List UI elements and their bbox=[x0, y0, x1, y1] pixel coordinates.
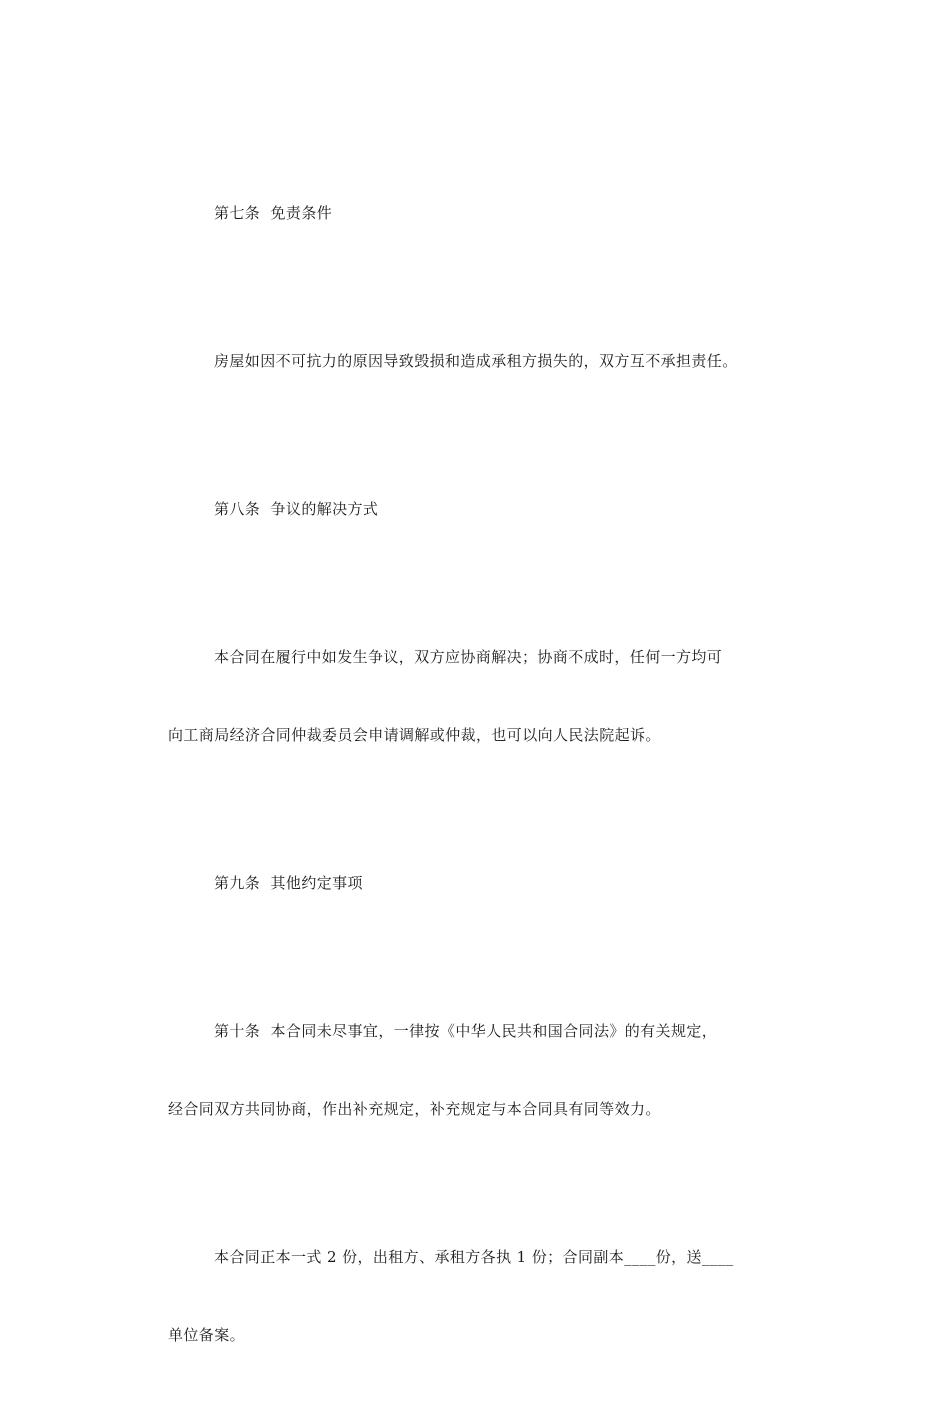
article-10-line-1: 第十条 本合同未尽事宜，一律按《中华人民共和国合同法》的有关规定， bbox=[214, 1022, 718, 1040]
article-8-title bbox=[168, 444, 788, 574]
article-7-title-text: 第七条 免责条件 bbox=[214, 204, 333, 222]
article-9-title-text: 第九条 其他约定事项 bbox=[214, 874, 363, 892]
article-8-body-line-1: 本合同在履行中如发生争议，双方应协商解决；协商不成时，任何一方均可 bbox=[214, 648, 723, 666]
article-7-title bbox=[168, 148, 788, 278]
document-body bbox=[168, 148, 788, 1418]
article-10 bbox=[168, 966, 788, 1174]
article-8-body-line-2: 向工商局经济合同仲裁委员会申请调解或仲裁，也可以向人民法院起诉。 bbox=[168, 726, 661, 744]
article-8-body bbox=[168, 592, 788, 800]
article-8-title-text: 第八条 争议的解决方式 bbox=[214, 500, 379, 518]
closing-clause-line-2: 单位备案。 bbox=[168, 1326, 246, 1344]
closing-clause bbox=[168, 1192, 788, 1400]
article-7-body bbox=[168, 296, 788, 426]
article-10-line-2: 经合同双方共同协商，作出补充规定，补充规定与本合同具有同等效力。 bbox=[168, 1100, 661, 1118]
closing-clause-line-1: 本合同正本一式 2 份，出租方、承租方各执 1 份；合同副本____份，送____ bbox=[214, 1248, 734, 1266]
article-9-title bbox=[168, 818, 788, 948]
article-7-body-text: 房屋如因不可抗力的原因导致毁损和造成承租方损失的，双方互不承担责任。 bbox=[214, 352, 738, 370]
